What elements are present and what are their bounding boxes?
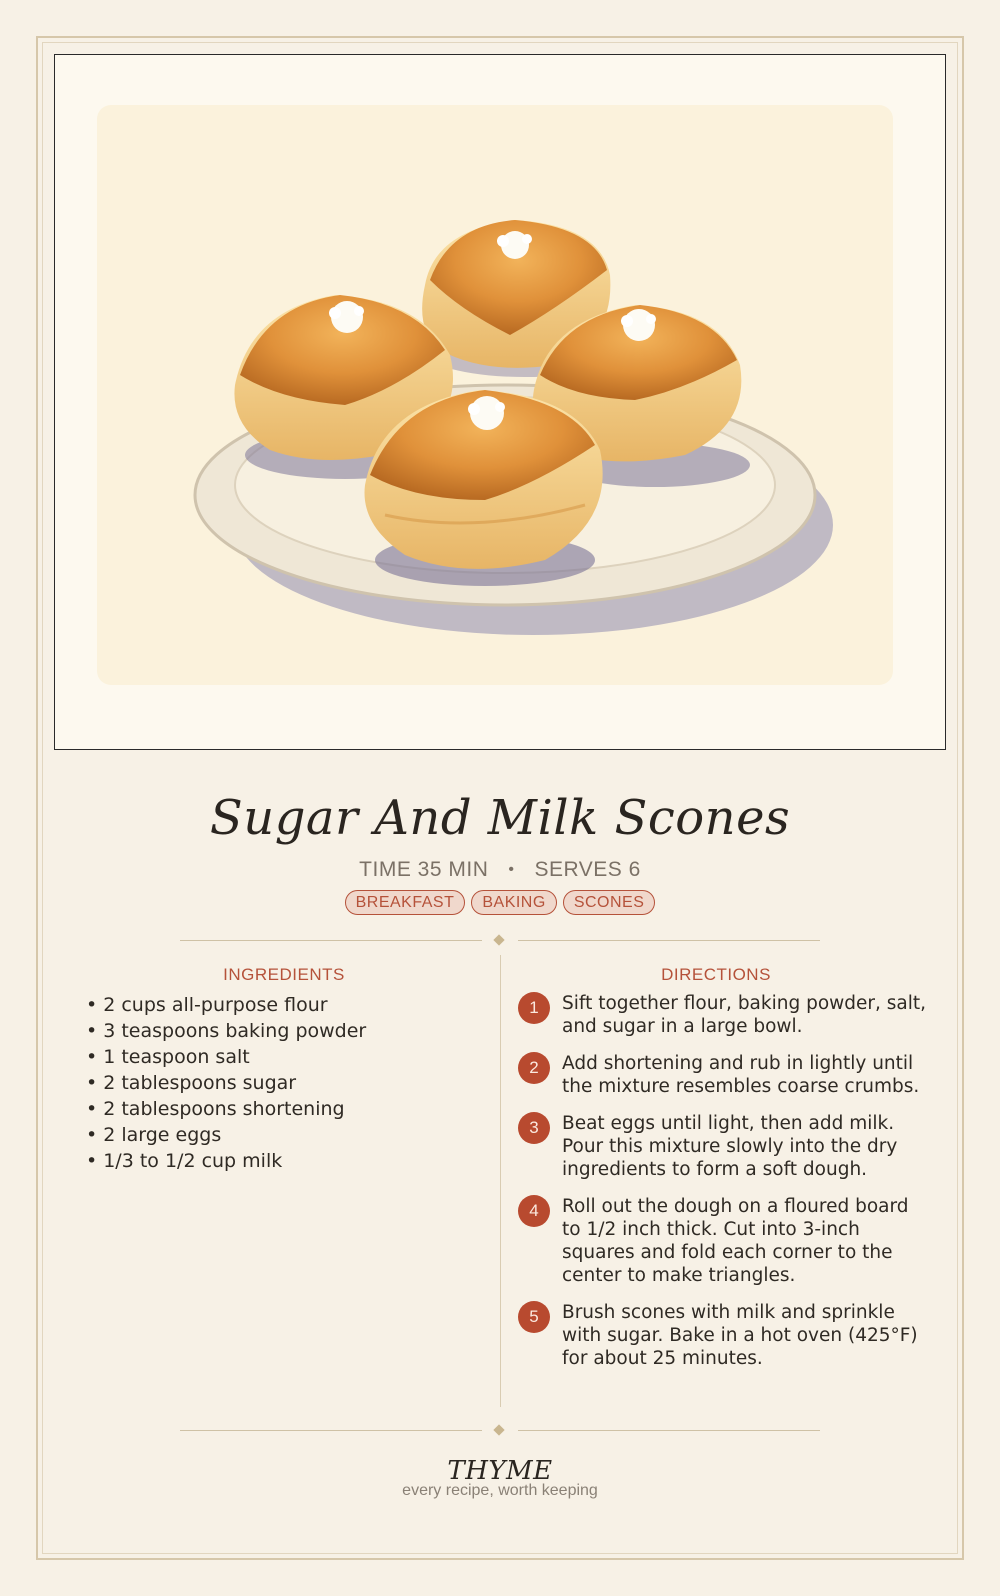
column-separator [500,955,501,1407]
tag-list [0,890,1000,915]
tag-baking[interactable]: BAKING [471,890,556,915]
recipe-serves: SERVES 6 [534,858,641,881]
diamond-ornament-icon [493,934,504,945]
direction-step [518,1195,928,1287]
recipe-illustration [54,54,946,750]
direction-step [518,1112,928,1181]
direction-step [518,1301,928,1370]
step-text: Brush scones with milk and sprinkle with sugar. Bake in a hot oven (425°F) for about 25 minutes. [562,1302,918,1369]
step-number-badge: 3 [518,1112,550,1144]
ingredient-item: • 2 cups all-purpose flour [86,994,328,1016]
recipe-meta [0,858,1000,882]
recipe-time: TIME 35 MIN [359,858,489,881]
step-text: Roll out the dough on a floured board to 1/2 inch thick. Cut into 3-inch squares and fold each corner to the center to make triangles. [562,1196,909,1286]
brand-tagline: every recipe, worth keeping [402,1482,598,1499]
divider-bottom [180,1424,820,1438]
tag-breakfast[interactable]: BREAKFAST [345,890,466,915]
step-text: Sift together flour, baking powder, salt, and sugar in a large bowl. [562,993,927,1037]
divider-line [518,940,820,941]
ingredient-item: • 2 large eggs [86,1124,222,1146]
step-number-badge: 4 [518,1195,550,1227]
direction-step [518,992,928,1038]
step-number-badge: 5 [518,1301,550,1333]
ingredient-item: • 2 tablespoons sugar [86,1072,297,1094]
step-text: Beat eggs until light, then add milk. Pour this mixture slowly into the dry ingredients to form a soft dough. [562,1113,898,1180]
ingredient-item: • 1 teaspoon salt [86,1046,250,1068]
directions-list [518,992,928,1384]
directions-heading: DIRECTIONS [661,965,771,984]
divider-line [180,940,482,941]
ingredients-list [86,992,486,1174]
step-text: Add shortening and rub in lightly until the mixture resembles coarse crumbs. [562,1053,920,1097]
divider-line [518,1430,820,1431]
step-number-badge: 1 [518,992,550,1024]
tag-scones[interactable]: SCONES [563,890,656,915]
divider-top [180,934,820,948]
ingredient-item: • 2 tablespoons shortening [86,1098,345,1120]
meta-separator: • [508,861,515,878]
divider-line [180,1430,482,1431]
ingredients-heading: INGREDIENTS [223,965,345,984]
recipe-title: Sugar And Milk Scones [209,790,791,846]
brand-name: THYME [447,1456,553,1486]
direction-step [518,1052,928,1098]
diamond-ornament-icon [493,1424,504,1435]
step-number-badge: 2 [518,1052,550,1084]
ingredient-item: • 3 teaspoons baking powder [86,1020,367,1042]
ingredient-item: • 1/3 to 1/2 cup milk [86,1150,283,1172]
